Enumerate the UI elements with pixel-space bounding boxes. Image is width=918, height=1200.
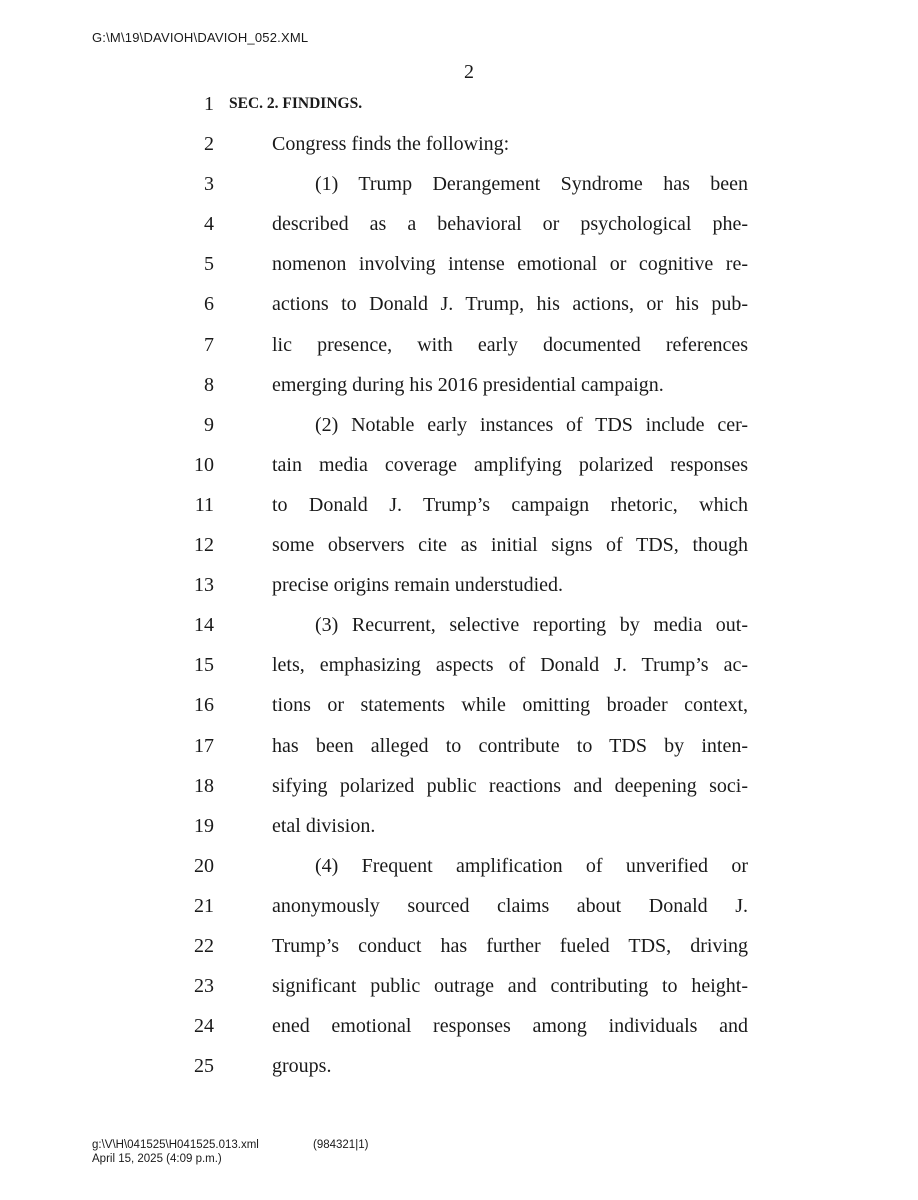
line-text: ened emotional responses among individuals and [272, 1015, 748, 1038]
document-file-path: G:\M\19\DAVIOH\DAVIOH_052.XML [92, 30, 309, 45]
line-8 [0, 365, 918, 405]
line-number: 2 [204, 133, 214, 156]
line-number: 20 [194, 854, 214, 877]
line-number: 24 [194, 1015, 214, 1038]
line-21 [0, 886, 918, 926]
line-3 [0, 164, 918, 204]
line-20 [0, 846, 918, 886]
line-text: (4) Frequent amplification of unverified or [315, 854, 748, 877]
line-number: 21 [194, 894, 214, 917]
line-number: 23 [194, 975, 214, 998]
line-number: 3 [204, 173, 214, 196]
footer-job-number: (984321|1) [313, 1139, 369, 1151]
line-text: (2) Notable early instances of TDS include cer- [315, 413, 748, 436]
footer-file-path: g:\V\H\041525\H041525.013.xml [92, 1139, 259, 1151]
document-footer [92, 1138, 369, 1166]
line-number: 10 [194, 453, 214, 476]
line-number: 1 [204, 93, 214, 115]
line-text: etal division. [272, 814, 376, 837]
line-text: (3) Recurrent, selective reporting by media out- [315, 614, 748, 637]
line-text: actions to Donald J. Trump, his actions, or his pub- [272, 293, 748, 316]
line-25 [0, 1046, 918, 1086]
line-text: to Donald J. Trump’s campaign rhetoric, which [272, 493, 748, 516]
line-11 [0, 485, 918, 525]
line-text: anonymously sourced claims about Donald J. [272, 894, 748, 917]
line-text: significant public outrage and contributing to height- [272, 975, 748, 998]
line-23 [0, 966, 918, 1006]
line-6 [0, 284, 918, 324]
line-number: 13 [194, 574, 214, 597]
line-14 [0, 605, 918, 645]
line-text: lic presence, with early documented references [272, 333, 748, 356]
line-number: 9 [204, 413, 214, 436]
line-number: 12 [194, 534, 214, 557]
line-text: groups. [272, 1055, 332, 1078]
line-number: 5 [204, 253, 214, 276]
page-number: 2 [464, 61, 474, 83]
line-text: lets, emphasizing aspects of Donald J. Trump’s ac- [272, 654, 748, 677]
line-number: 14 [194, 614, 214, 637]
line-text: described as a behavioral or psychological phe- [272, 213, 748, 236]
line-text: has been alleged to contribute to TDS by inten- [272, 734, 748, 757]
line-9 [0, 405, 918, 445]
line-7 [0, 325, 918, 365]
line-text: Congress finds the following: [272, 133, 510, 156]
line-text: precise origins remain understudied. [272, 574, 564, 597]
line-text: Trump’s conduct has further fueled TDS, driving [272, 934, 748, 957]
line-number: 6 [204, 293, 214, 316]
line-text: sifying polarized public reactions and deepening soci- [272, 774, 748, 797]
line-text: nomenon involving intense emotional or cognitive re- [272, 253, 748, 276]
line-text: tions or statements while omitting broader context, [272, 694, 748, 717]
line-number: 11 [194, 493, 214, 516]
line-22 [0, 926, 918, 966]
line-13 [0, 565, 918, 605]
line-number: 25 [194, 1055, 214, 1078]
line-number: 15 [194, 654, 214, 677]
line-number: 16 [194, 694, 214, 717]
line-15 [0, 645, 918, 685]
line-text: tain media coverage amplifying polarized responses [272, 453, 748, 476]
line-number: 22 [194, 934, 214, 957]
line-number: 18 [194, 774, 214, 797]
line-text: some observers cite as initial signs of TDS, though [272, 534, 748, 557]
line-number: 19 [194, 814, 214, 837]
line-number: 7 [204, 333, 214, 356]
line-24 [0, 1006, 918, 1046]
line-5 [0, 244, 918, 284]
line-number: 4 [204, 213, 214, 236]
line-number: 8 [204, 373, 214, 396]
line-4 [0, 204, 918, 244]
line-2 [0, 124, 918, 164]
line-12 [0, 525, 918, 565]
line-text: (1) Trump Derangement Syndrome has been [315, 173, 748, 196]
section-heading: SEC. 2. FINDINGS. [229, 95, 363, 112]
line-17 [0, 726, 918, 766]
bill-text-body [0, 84, 918, 1086]
line-10 [0, 445, 918, 485]
footer-date: April 15, 2025 (4:09 p.m.) [92, 1153, 222, 1165]
line-19 [0, 806, 918, 846]
line-1 [0, 84, 918, 124]
line-16 [0, 685, 918, 725]
line-number: 17 [194, 734, 214, 757]
line-text: emerging during his 2016 presidential campaign. [272, 373, 664, 396]
line-18 [0, 766, 918, 806]
